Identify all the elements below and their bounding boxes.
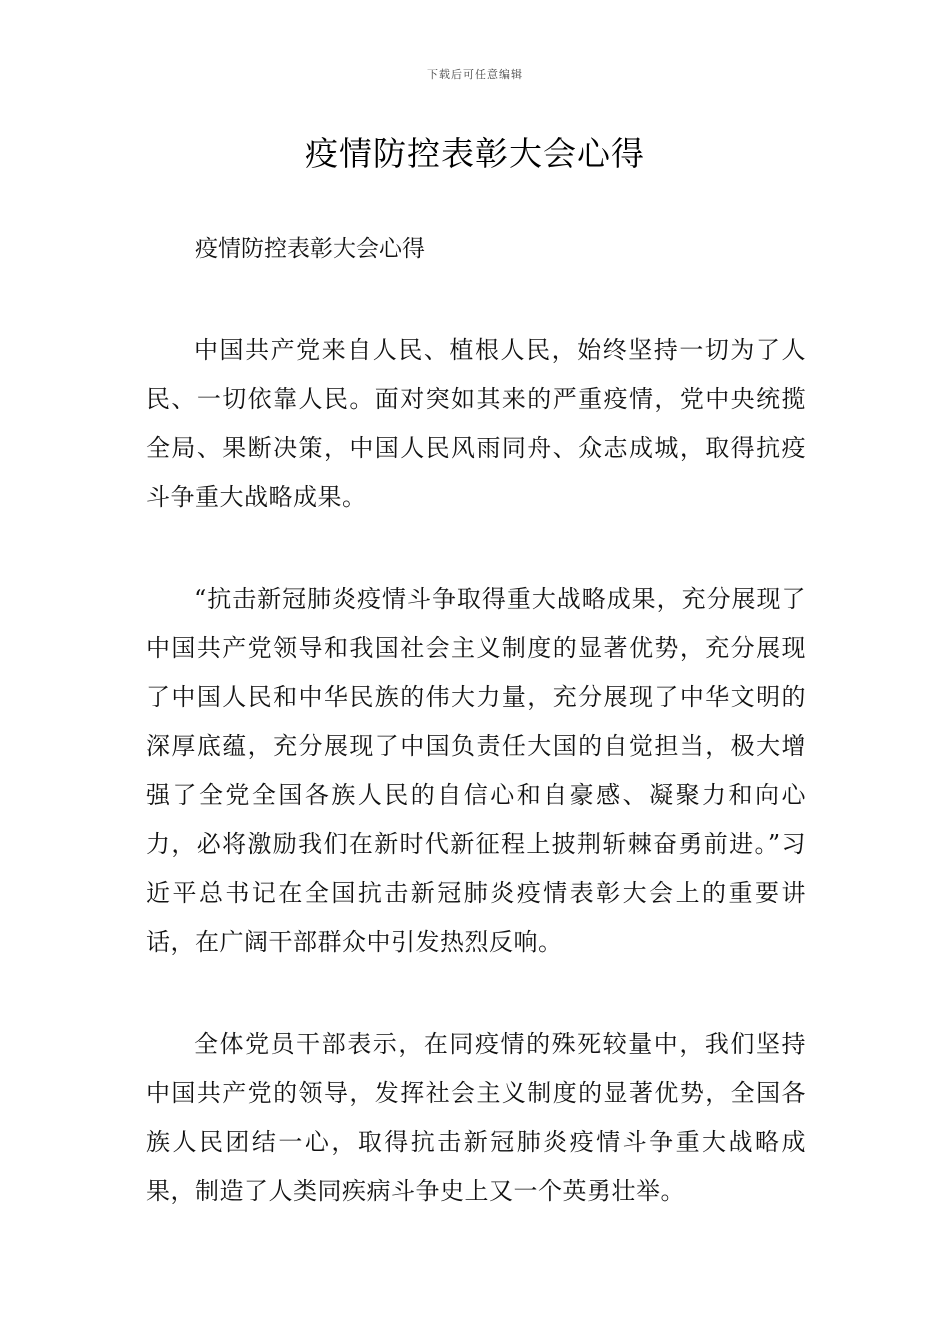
body-paragraph-3: 全体党员干部表示，在同疫情的殊死较量中，我们坚持中国共产党的领导，发挥社会主义制度的显著优势，全国各族人民团结一心，取得抗击新冠肺炎疫情斗争重大战略成果，制造了人类同疾病斗争史上又一个英勇壮举。 — [146, 1030, 806, 1205]
document-subtitle: 疫情防控表彰大会心得 — [195, 236, 425, 262]
body-paragraph-1: 中国共产党来自人民、植根人民，始终坚持一切为了人民、一切依靠人民。面对突如其来的严重疫情，党中央统揽全局、果断决策，中国人民风雨同舟、众志成城，取得抗疫斗争重大战略成果。 — [146, 336, 806, 511]
body-paragraph-2: “抗击新冠肺炎疫情斗争取得重大战略成果，充分展现了中国共产党领导和我国社会主义制度的显著优势，充分展现了中国人民和中华民族的伟大力量，充分展现了中华文明的深厚底蕴，充分展现了中国负责任大国的自觉担当，极大增强了全党全国各族人民的自信心和自豪感、凝聚力和向心力，必将激励我们在新时代新征程上披荆斩棘奋勇前进。”习近平总书记在全国抗击新冠肺炎疫情表彰大会上的重要讲话，在广阔干部群众中引发热烈反响。 — [146, 585, 806, 956]
header-note: 下载后可任意编辑 — [427, 68, 523, 81]
document-title: 疫情防控表彰大会心得 — [305, 134, 645, 173]
